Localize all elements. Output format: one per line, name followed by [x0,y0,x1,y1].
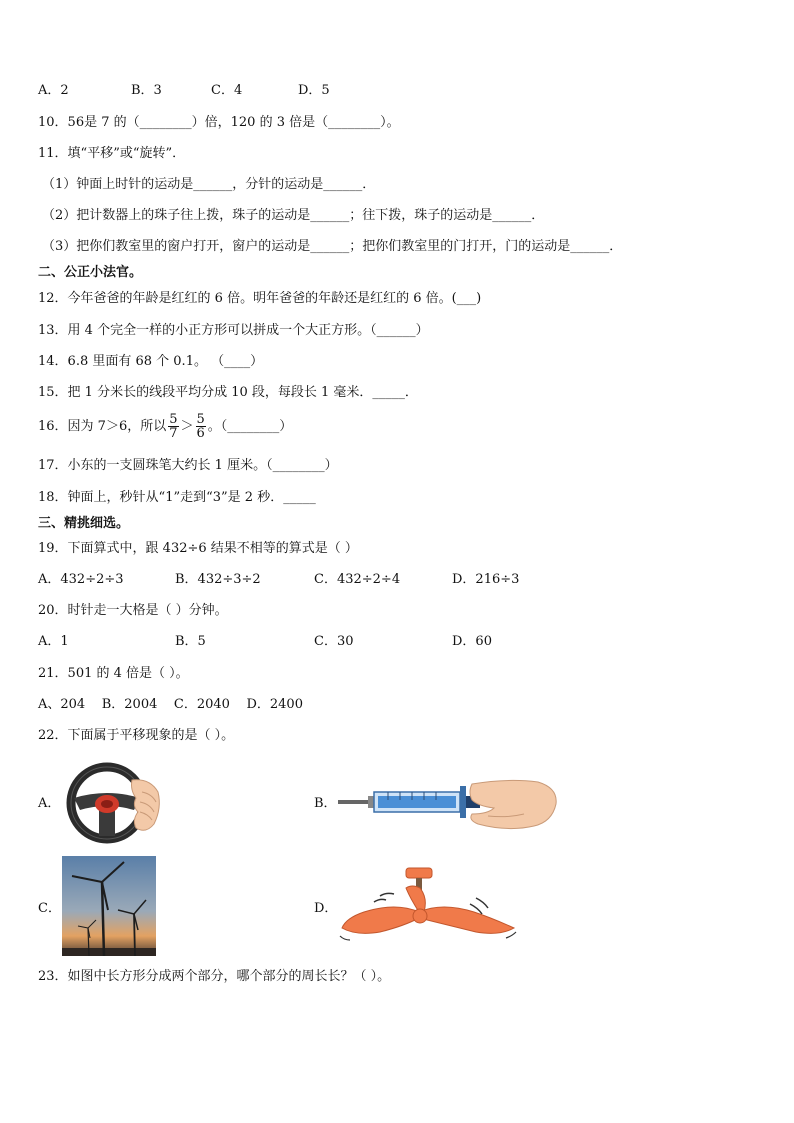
q19-option-d[interactable]: D．216÷3 [452,572,520,587]
fraction-1-numerator: 5 [169,412,178,427]
q16-prefix: 16．因为 7＞6，所以 [38,419,167,434]
syringe-image[interactable] [338,774,560,836]
q19-option-b[interactable]: B．432÷3÷2 [175,572,261,587]
wind-turbines-image[interactable] [62,856,156,956]
question-14: 14．6.8 里面有 68 个 0.1。 （____） [38,354,264,369]
q16-suffix: 。（________） [207,419,293,434]
q19-options [38,572,758,588]
question-11-item-1: （1）钟面上时针的运动是______，分针的运动是______． [42,177,376,192]
question-21-stem: 21．501 的 4 倍是（ ）。 [38,666,189,681]
question-18: 18．钟面上，秒针从“1”走到“3”是 2 秒．_____ [38,490,316,505]
section-2-heading: 二、公正小法官。 [38,265,143,280]
q22-option-c-label[interactable]: C． [38,901,61,916]
q20-option-c[interactable]: C．30 [314,634,354,649]
question-22-stem: 22．下面属于平移现象的是（ ）。 [38,728,235,743]
fraction-1-denominator: 7 [169,426,178,441]
question-23: 23．如图中长方形分成两个部分，哪个部分的周长长？（ ）。 [38,969,391,984]
q9-option-a[interactable]: A．2 [38,83,69,98]
q9-option-b[interactable]: B．3 [131,83,162,98]
q19-option-c[interactable]: C．432÷2÷4 [314,572,401,587]
question-15: 15．把 1 分米长的线段平均分成 10 段，每段长 1 毫米．_____． [38,385,418,400]
question-12: 12．今年爸爸的年龄是红红的 6 倍。明年爸爸的年龄还是红红的 6 倍。(___) [38,291,482,306]
fraction-2-denominator: 6 [196,426,205,441]
fraction-2 [196,413,206,440]
q16-operator: ＞ [180,419,194,434]
q22-option-d-label[interactable]: D． [314,901,338,916]
q21-options[interactable]: A、204 B．2004 C．2040 D．2400 [38,697,303,712]
ceiling-fan-image[interactable] [336,862,522,952]
question-16 [38,412,292,442]
q20-options [38,634,758,650]
q20-option-d[interactable]: D．60 [452,634,492,649]
question-19-stem: 19．下面算式中，跟 432÷6 结果不相等的算式是（ ） [38,541,358,556]
q19-option-a[interactable]: A．432÷2÷3 [38,572,124,587]
question-11-title: 11．填“平移”或“旋转”． [38,146,186,161]
q9-options [38,83,758,99]
question-11-item-3: （3）把你们教室里的窗户打开，窗户的运动是______；把你们教室里的门打开，门的运动是______． [42,239,623,254]
question-11-item-2: （2）把计数器上的珠子往上拨，珠子的运动是______；往下拨，珠子的运动是______． [42,208,545,223]
q20-option-a[interactable]: A．1 [38,634,69,649]
fraction-1 [168,413,178,440]
q22-option-a-label[interactable]: A． [38,796,61,811]
question-17: 17．小东的一支圆珠笔大约长 1 厘米。（________） [38,458,338,473]
q20-option-b[interactable]: B．5 [175,634,206,649]
fraction-2-numerator: 5 [196,412,205,427]
question-20-stem: 20．时针走一大格是（ ）分钟。 [38,603,228,618]
question-13: 13．用 4 个完全一样的小正方形可以拼成一个大正方形。（______） [38,323,429,338]
question-10: 10．56是 7 的（________）倍，120 的 3 倍是（________）。 [38,115,400,130]
q9-option-c[interactable]: C．4 [211,83,243,98]
steering-wheel-image[interactable] [62,762,166,844]
q22-option-b-label[interactable]: B． [314,796,337,811]
q9-option-d[interactable]: D．5 [298,83,330,98]
section-3-heading: 三、精挑细选。 [38,516,130,531]
